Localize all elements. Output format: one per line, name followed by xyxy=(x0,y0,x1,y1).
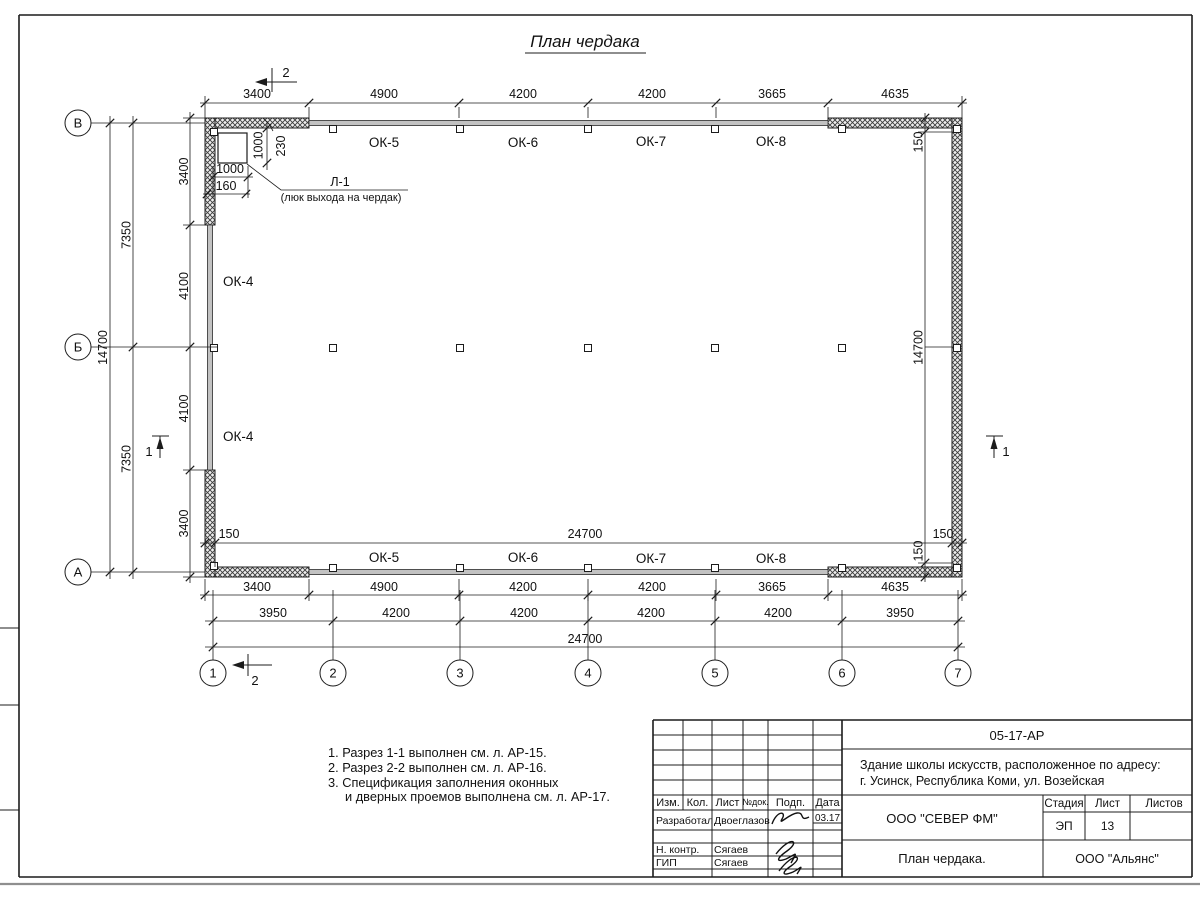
section-1-left-label: 1 xyxy=(145,444,153,459)
note-line-4: и дверных проемов выполнена см. л. АР-17. xyxy=(345,789,610,804)
tb-header-list: Лист xyxy=(715,797,740,809)
dims-bottom xyxy=(200,579,967,651)
dim-left-seg-1: 3400 xyxy=(177,157,191,186)
section-markers xyxy=(145,65,1009,688)
dim-b2-6: 3950 xyxy=(886,606,914,620)
tb-header-ndok: №док. xyxy=(742,797,769,807)
dim-right-total: 14700 xyxy=(911,330,926,365)
tb-header-izm: Изм. xyxy=(656,797,680,809)
tb-sheets-label: Листов xyxy=(1145,798,1183,810)
grid-row-v: В xyxy=(73,115,83,131)
ok5-top-label: ОК-5 xyxy=(368,135,400,150)
dim-inner-150-right: 150 xyxy=(932,527,954,541)
dim-luk-1000h: 1000 xyxy=(216,162,244,176)
grid-row-a: А xyxy=(73,564,83,580)
section-2-top-label: 2 xyxy=(282,65,290,80)
grid-row-b: Б xyxy=(73,339,83,355)
tb-project-line2: г. Усинск, Республика Коми, ул. Возейская xyxy=(860,774,1105,788)
dim-b1-3: 4200 xyxy=(509,580,537,594)
note-line-1: 1. Разрез 1-1 выполнен см. л. АР-15. xyxy=(328,745,547,760)
signature-developer xyxy=(772,813,809,824)
dims-inner-bottom xyxy=(200,527,967,567)
ok4-lower-label: ОК-4 xyxy=(223,429,254,444)
dim-b2-5: 4200 xyxy=(764,606,792,620)
dim-b2-2: 4200 xyxy=(382,606,410,620)
dim-right-150-top: 150 xyxy=(911,131,926,153)
tb-contractor: ООО "Альянс" xyxy=(1075,852,1159,866)
window-band-bottom xyxy=(309,570,828,575)
tb-date-developer: 03.17 xyxy=(814,813,841,824)
grid-rows xyxy=(65,110,952,585)
tb-name-ncontrol: Сягаев xyxy=(714,844,749,856)
dim-top-3: 4200 xyxy=(509,87,537,101)
tb-name-developer: Двоеглазов xyxy=(714,815,770,827)
tb-stage-label: Стадия xyxy=(1044,798,1084,810)
dim-b1-2: 4900 xyxy=(370,580,398,594)
tb-sheet-number: 13 xyxy=(1100,819,1115,833)
grid-col-2: 2 xyxy=(329,665,337,681)
note-line-2: 2. Разрез 2-2 выполнен см. л. АР-16. xyxy=(328,760,547,775)
grid-col-1: 1 xyxy=(209,665,217,681)
ok6-top-label: ОК-6 xyxy=(507,135,539,150)
signature-ncontrol xyxy=(776,842,795,863)
grid-col-7: 7 xyxy=(954,665,962,681)
tb-drawing-title: План чердака. xyxy=(898,851,986,866)
dim-luk-1000v: 1000 xyxy=(251,131,266,160)
dim-b1-4: 4200 xyxy=(638,580,666,594)
grid-col-5: 5 xyxy=(711,665,719,681)
dim-left-half-2: 7350 xyxy=(119,445,134,473)
dim-left-seg-2: 4100 xyxy=(177,272,191,300)
tb-stage-value: ЭП xyxy=(1055,819,1073,833)
notes-block xyxy=(328,745,610,804)
ok8-bottom-label: ОК-8 xyxy=(755,551,787,566)
ok5-bottom-label: ОК-5 xyxy=(368,550,400,565)
dim-left-seg-4: 3400 xyxy=(177,509,191,538)
dim-b2-3: 4200 xyxy=(510,606,538,620)
dim-b1-5: 3665 xyxy=(758,580,786,594)
dim-b1-1: 3400 xyxy=(243,580,271,594)
dims-left xyxy=(96,112,205,583)
dim-top-1: 3400 xyxy=(243,87,271,101)
sheet-frame xyxy=(0,15,1200,884)
tb-sheet-label: Лист xyxy=(1095,798,1120,810)
grid-col-6: 6 xyxy=(838,665,846,681)
plan-walls xyxy=(205,118,962,577)
hatch-name-label: Л-1 xyxy=(330,175,350,189)
dim-top-5: 3665 xyxy=(758,87,786,101)
page-title: План чердака xyxy=(530,32,640,51)
drawing-title xyxy=(525,32,646,53)
dim-luk-160: 160 xyxy=(215,179,237,193)
ok7-bottom-label: ОК-7 xyxy=(635,551,667,566)
tb-role-gip: ГИП xyxy=(656,857,677,869)
tb-role-ncontrol: Н. контр. xyxy=(656,844,700,856)
dim-top-2: 4900 xyxy=(370,87,398,101)
dim-left-seg-3: 4100 xyxy=(177,394,191,423)
tb-header-kol: Кол. xyxy=(686,797,709,809)
note-line-3: 3. Спецификация заполнения оконных xyxy=(328,775,559,790)
dims-top xyxy=(200,87,967,118)
tb-doc-number: 05-17-АР xyxy=(989,728,1045,743)
tb-header-data: Дата xyxy=(815,797,840,809)
ok6-bottom-label: ОК-6 xyxy=(507,550,539,565)
ok7-top-label: ОК-7 xyxy=(635,134,667,149)
dim-luk-230: 230 xyxy=(274,135,288,157)
hatch-desc-label: (люк выхода на чердак) xyxy=(280,192,402,204)
title-block xyxy=(653,720,1192,877)
attic-hatch-detail xyxy=(203,118,408,204)
grid-col-3: 3 xyxy=(456,665,464,681)
ok8-top-label: ОК-8 xyxy=(755,134,787,149)
ok4-upper-label: ОК-4 xyxy=(223,274,254,289)
dim-b2-4: 4200 xyxy=(637,606,665,620)
dims-right xyxy=(912,113,953,582)
dim-b2-1: 3950 xyxy=(259,606,287,620)
dim-inner-150-left: 150 xyxy=(218,527,240,541)
dim-left-total: 14700 xyxy=(96,330,110,365)
tb-company: ООО "СЕВЕР ФМ" xyxy=(886,811,998,826)
dim-bottom-total: 24700 xyxy=(567,632,603,646)
tb-header-podp: Подп. xyxy=(775,797,806,809)
section-2-bottom-label: 2 xyxy=(251,673,259,688)
grid-col-4: 4 xyxy=(584,665,592,681)
dim-b1-6: 4635 xyxy=(881,580,909,594)
dim-right-150-bottom: 150 xyxy=(911,540,926,562)
tb-role-developer: Разработал xyxy=(656,815,714,827)
dim-top-6: 4635 xyxy=(881,87,909,101)
dim-left-half-1: 7350 xyxy=(119,221,134,249)
dim-top-4: 4200 xyxy=(638,87,666,101)
dim-inner-total: 24700 xyxy=(567,527,603,541)
tb-name-gip: Сягаев xyxy=(714,857,749,869)
window-band-top xyxy=(309,121,828,126)
section-1-right-label: 1 xyxy=(1002,444,1010,459)
tb-project-line1: Здание школы искусств, расположенное по адресу: xyxy=(860,758,1161,772)
